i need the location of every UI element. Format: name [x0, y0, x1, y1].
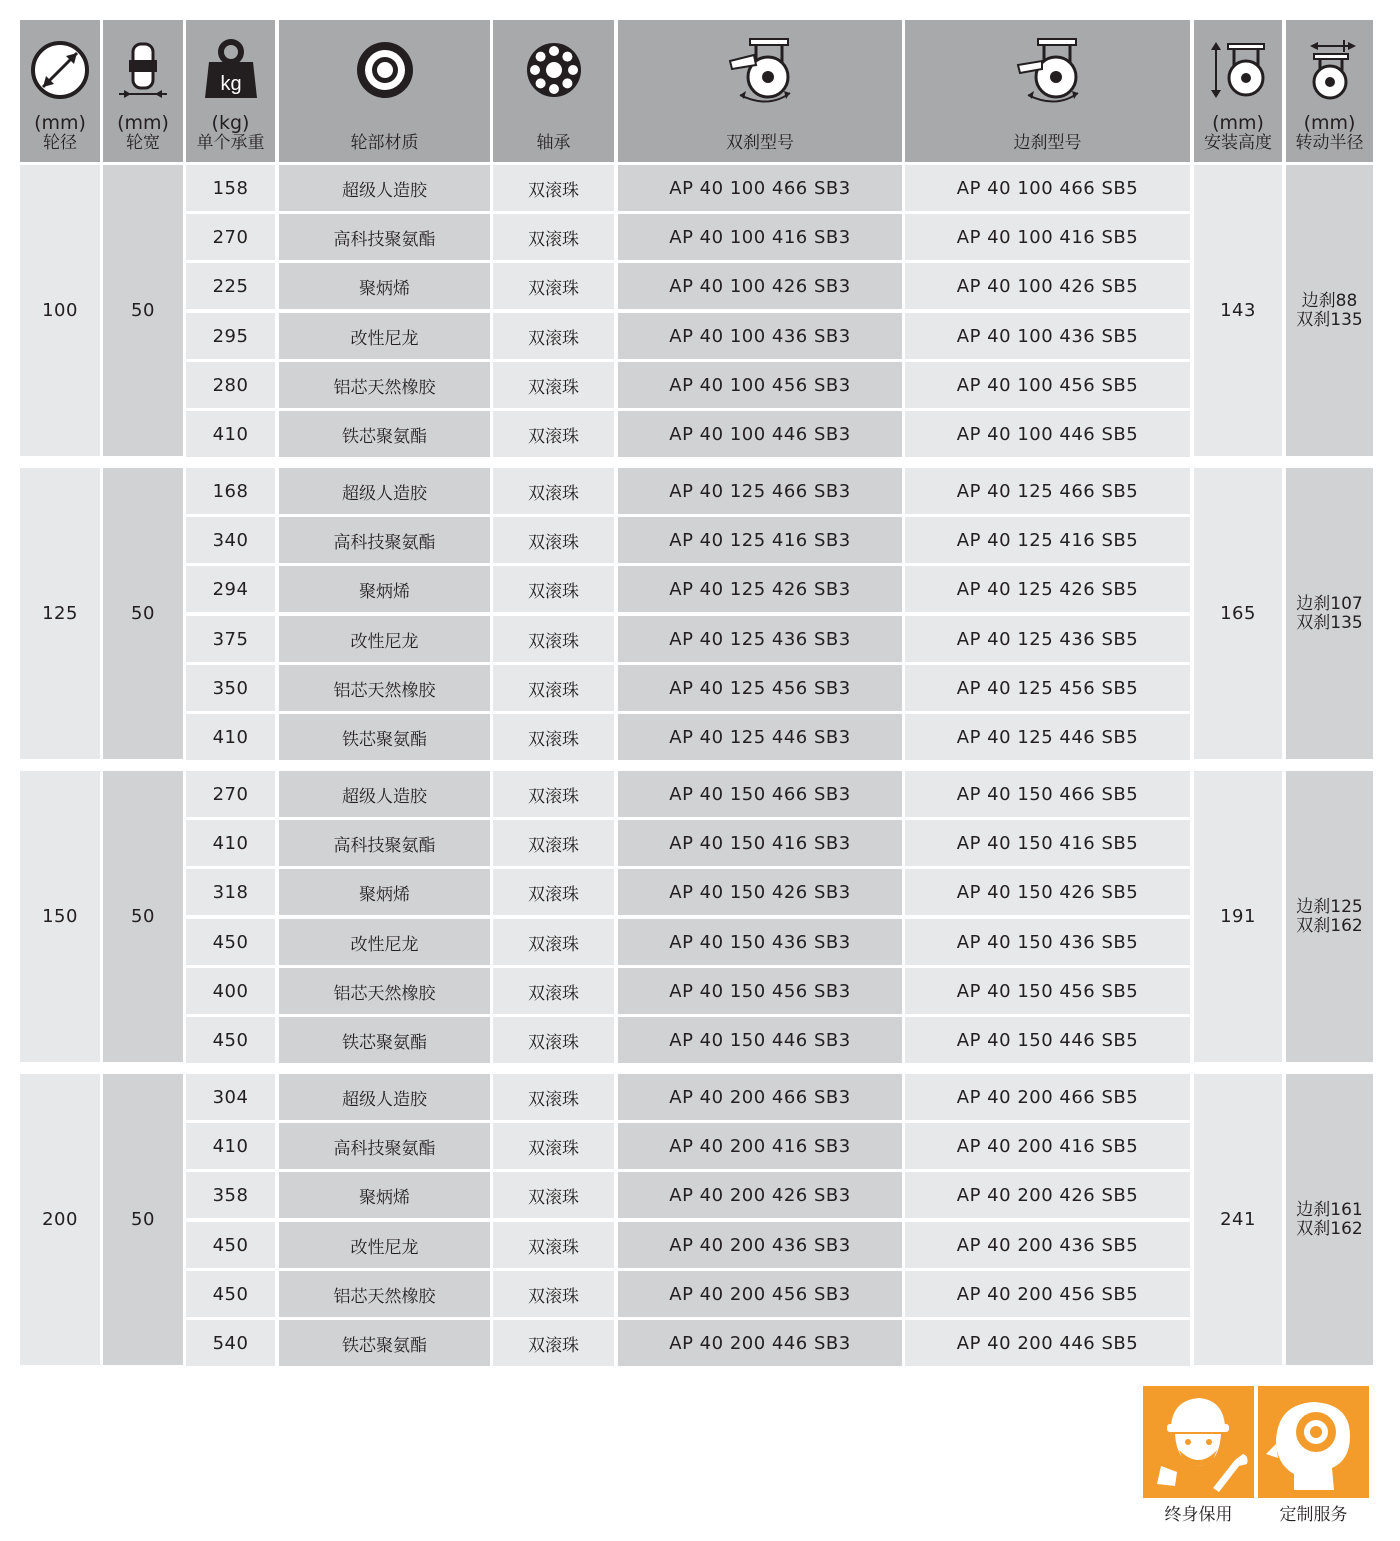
- double-brake-model-cell: AP 40 100 426 SB3: [618, 263, 902, 309]
- load-cell: 410: [186, 820, 275, 866]
- double-brake-model-cell: AP 40 150 436 SB3: [618, 919, 902, 965]
- header-double-brake: 双刹型号: [618, 20, 902, 162]
- double-brake-model-cell: AP 40 100 466 SB3: [618, 165, 902, 211]
- swivel-radius-cell: [1286, 468, 1373, 759]
- header-side-brake: 边刹型号: [905, 20, 1190, 162]
- header-swivel-radius: (mm) 转动半径: [1286, 20, 1373, 162]
- wheel-diameter-cell: 100: [20, 165, 100, 456]
- side-brake-model-cell: AP 40 100 436 SB5: [905, 313, 1190, 359]
- double-brake-model-cell: AP 40 200 436 SB3: [618, 1222, 902, 1268]
- mount-height-icon: [1206, 24, 1270, 116]
- side-brake-model-cell: AP 40 200 466 SB5: [905, 1074, 1190, 1120]
- material-cell: 高科技聚氨酯: [279, 1123, 490, 1169]
- material-cell: 聚炳烯: [279, 566, 490, 612]
- side-brake-model-cell: AP 40 125 436 SB5: [905, 616, 1190, 662]
- bearing-cell: 双滚珠: [493, 165, 614, 211]
- double-brake-model-cell: AP 40 200 456 SB3: [618, 1271, 902, 1317]
- load-cell: 304: [186, 1074, 275, 1120]
- wheel-width-icon: [115, 24, 171, 116]
- bearing-cell: 双滚珠: [493, 820, 614, 866]
- material-cell: 铝芯天然橡胶: [279, 1271, 490, 1317]
- radius-side-brake: 边刹88: [1301, 290, 1358, 311]
- side-brake-model-cell: AP 40 125 456 SB5: [905, 665, 1190, 711]
- wheel-width-cell: 50: [103, 1074, 183, 1365]
- material-cell: 铁芯聚氨酯: [279, 1017, 490, 1063]
- load-cell: 270: [186, 771, 275, 817]
- bearing-cell: 双滚珠: [493, 517, 614, 563]
- side-brake-model-cell: AP 40 125 466 SB5: [905, 468, 1190, 514]
- swivel-radius-cell: [1286, 1074, 1373, 1365]
- load-cell: 375: [186, 616, 275, 662]
- load-cell: 450: [186, 1222, 275, 1268]
- side-brake-model-cell: AP 40 125 416 SB5: [905, 517, 1190, 563]
- header-load: kg (kg) 单个承重: [186, 20, 275, 162]
- load-cell: 340: [186, 517, 275, 563]
- material-cell: 改性尼龙: [279, 313, 490, 359]
- wheel-width-cell: 50: [103, 468, 183, 759]
- load-cell: 350: [186, 665, 275, 711]
- load-cell: 294: [186, 566, 275, 612]
- bearing-cell: 双滚珠: [493, 616, 614, 662]
- double-brake-model-cell: AP 40 200 416 SB3: [618, 1123, 902, 1169]
- bearing-cell: 双滚珠: [493, 1074, 614, 1120]
- bearing-cell: 双滚珠: [493, 1320, 614, 1366]
- double-brake-model-cell: AP 40 100 416 SB3: [618, 214, 902, 260]
- side-brake-model-cell: AP 40 200 446 SB5: [905, 1320, 1190, 1366]
- load-cell: 450: [186, 1017, 275, 1063]
- radius-double-brake: 双刹135: [1296, 612, 1363, 633]
- swivel-radius-icon: [1298, 24, 1362, 116]
- side-brake-model-cell: AP 40 125 426 SB5: [905, 566, 1190, 612]
- wheel-diameter-cell: 150: [20, 771, 100, 1062]
- bearing-cell: 双滚珠: [493, 411, 614, 457]
- material-cell: 高科技聚氨酯: [279, 517, 490, 563]
- wheel-diameter-cell: 125: [20, 468, 100, 759]
- wheel-diameter-icon: [28, 24, 92, 116]
- double-brake-model-cell: AP 40 150 446 SB3: [618, 1017, 902, 1063]
- wheel-width-cell: 50: [103, 771, 183, 1062]
- material-cell: 改性尼龙: [279, 616, 490, 662]
- material-cell: 改性尼龙: [279, 1222, 490, 1268]
- load-cell: 410: [186, 714, 275, 760]
- radius-double-brake: 双刹162: [1296, 915, 1363, 936]
- load-cell: 168: [186, 468, 275, 514]
- double-brake-model-cell: AP 40 125 436 SB3: [618, 616, 902, 662]
- side-brake-model-cell: AP 40 200 426 SB5: [905, 1172, 1190, 1218]
- load-cell: 280: [186, 362, 275, 408]
- bearing-cell: 双滚珠: [493, 263, 614, 309]
- material-cell: 聚炳烯: [279, 1172, 490, 1218]
- wheel-width-cell: 50: [103, 165, 183, 456]
- material-cell: 超级人造胶: [279, 165, 490, 211]
- material-cell: 聚炳烯: [279, 263, 490, 309]
- double-brake-model-cell: AP 40 150 456 SB3: [618, 968, 902, 1014]
- bearing-cell: 双滚珠: [493, 468, 614, 514]
- radius-double-brake: 双刹135: [1296, 309, 1363, 330]
- radius-side-brake: 边刹125: [1296, 896, 1363, 917]
- side-brake-model-cell: AP 40 125 446 SB5: [905, 714, 1190, 760]
- side-brake-model-cell: AP 40 100 456 SB5: [905, 362, 1190, 408]
- side-brake-model-cell: AP 40 150 466 SB5: [905, 771, 1190, 817]
- double-brake-model-cell: AP 40 150 426 SB3: [618, 869, 902, 915]
- material-cell: 聚炳烯: [279, 869, 490, 915]
- material-cell: 铝芯天然橡胶: [279, 362, 490, 408]
- side-brake-model-cell: AP 40 150 456 SB5: [905, 968, 1190, 1014]
- material-cell: 超级人造胶: [279, 468, 490, 514]
- material-cell: 改性尼龙: [279, 919, 490, 965]
- radius-side-brake: 边刹161: [1296, 1199, 1363, 1220]
- load-cell: 358: [186, 1172, 275, 1218]
- side-brake-model-cell: AP 40 150 436 SB5: [905, 919, 1190, 965]
- bearing-cell: 双滚珠: [493, 919, 614, 965]
- double-brake-model-cell: AP 40 125 426 SB3: [618, 566, 902, 612]
- load-cell: 450: [186, 919, 275, 965]
- double-brake-model-cell: AP 40 150 466 SB3: [618, 771, 902, 817]
- material-cell: 高科技聚氨酯: [279, 820, 490, 866]
- material-cell: 铁芯聚氨酯: [279, 1320, 490, 1366]
- load-cell: 400: [186, 968, 275, 1014]
- bearing-cell: 双滚珠: [493, 771, 614, 817]
- bearing-cell: 双滚珠: [493, 968, 614, 1014]
- header-bearing: 轴承: [493, 20, 614, 162]
- double-brake-model-cell: AP 40 100 436 SB3: [618, 313, 902, 359]
- side-brake-model-cell: AP 40 100 446 SB5: [905, 411, 1190, 457]
- radius-side-brake: 边刹107: [1296, 593, 1363, 614]
- side-brake-model-cell: AP 40 200 456 SB5: [905, 1271, 1190, 1317]
- side-brake-model-cell: AP 40 150 426 SB5: [905, 869, 1190, 915]
- caster-double-brake-icon: [720, 24, 800, 116]
- weight-kg-icon: [203, 24, 259, 116]
- ball-bearing-icon: [524, 24, 584, 116]
- load-cell: 540: [186, 1320, 275, 1366]
- side-brake-model-cell: AP 40 150 446 SB5: [905, 1017, 1190, 1063]
- header-wheel-width: (mm) 轮宽: [103, 20, 183, 162]
- double-brake-model-cell: AP 40 200 466 SB3: [618, 1074, 902, 1120]
- header-material: 轮部材质: [279, 20, 490, 162]
- mount-height-cell: 191: [1194, 771, 1282, 1062]
- bearing-cell: 双滚珠: [493, 714, 614, 760]
- material-cell: 铝芯天然橡胶: [279, 968, 490, 1014]
- bearing-cell: 双滚珠: [493, 869, 614, 915]
- material-cell: 超级人造胶: [279, 1074, 490, 1120]
- bearing-cell: 双滚珠: [493, 1172, 614, 1218]
- double-brake-model-cell: AP 40 100 446 SB3: [618, 411, 902, 457]
- side-brake-model-cell: AP 40 200 416 SB5: [905, 1123, 1190, 1169]
- header-mount-height: (mm) 安装高度: [1194, 20, 1282, 162]
- header-wheel-diameter: (mm) 轮径: [20, 20, 100, 162]
- double-brake-model-cell: AP 40 100 456 SB3: [618, 362, 902, 408]
- caster-side-brake-icon: [1008, 24, 1088, 116]
- load-cell: 225: [186, 263, 275, 309]
- wheel-material-icon: [353, 24, 417, 116]
- swivel-radius-cell: [1286, 771, 1373, 1062]
- svg-text:kg: kg: [219, 73, 242, 95]
- bearing-cell: 双滚珠: [493, 1123, 614, 1169]
- side-brake-model-cell: AP 40 200 436 SB5: [905, 1222, 1190, 1268]
- badge-label-custom: 定制服务: [1279, 1505, 1348, 1525]
- material-cell: 铁芯聚氨酯: [279, 411, 490, 457]
- material-cell: 高科技聚氨酯: [279, 214, 490, 260]
- radius-double-brake: 双刹162: [1296, 1218, 1363, 1239]
- side-brake-model-cell: AP 40 100 426 SB5: [905, 263, 1190, 309]
- bearing-cell: 双滚珠: [493, 362, 614, 408]
- side-brake-model-cell: AP 40 100 416 SB5: [905, 214, 1190, 260]
- double-brake-model-cell: AP 40 200 426 SB3: [618, 1172, 902, 1218]
- bearing-cell: 双滚珠: [493, 313, 614, 359]
- side-brake-model-cell: AP 40 150 416 SB5: [905, 820, 1190, 866]
- load-cell: 410: [186, 1123, 275, 1169]
- mount-height-cell: 165: [1194, 468, 1282, 759]
- double-brake-model-cell: AP 40 200 446 SB3: [618, 1320, 902, 1366]
- bearing-cell: 双滚珠: [493, 1222, 614, 1268]
- worker-wrench-icon: [1143, 1386, 1254, 1498]
- material-cell: 铝芯天然橡胶: [279, 665, 490, 711]
- load-cell: 158: [186, 165, 275, 211]
- wheel-diameter-cell: 200: [20, 1074, 100, 1365]
- load-cell: 410: [186, 411, 275, 457]
- bearing-cell: 双滚珠: [493, 214, 614, 260]
- double-brake-model-cell: AP 40 150 416 SB3: [618, 820, 902, 866]
- badge-label-warranty: 终身保用: [1164, 1505, 1233, 1525]
- double-brake-model-cell: AP 40 125 466 SB3: [618, 468, 902, 514]
- bearing-cell: 双滚珠: [493, 665, 614, 711]
- double-brake-model-cell: AP 40 125 456 SB3: [618, 665, 902, 711]
- mount-height-cell: 241: [1194, 1074, 1282, 1365]
- side-brake-model-cell: AP 40 100 466 SB5: [905, 165, 1190, 211]
- head-gear-icon: [1258, 1386, 1369, 1498]
- service-badges: [1143, 1386, 1369, 1525]
- bearing-cell: 双滚珠: [493, 566, 614, 612]
- swivel-radius-cell: [1286, 165, 1373, 456]
- material-cell: 铁芯聚氨酯: [279, 714, 490, 760]
- load-cell: 450: [186, 1271, 275, 1317]
- double-brake-model-cell: AP 40 125 416 SB3: [618, 517, 902, 563]
- bearing-cell: 双滚珠: [493, 1017, 614, 1063]
- material-cell: 超级人造胶: [279, 771, 490, 817]
- bearing-cell: 双滚珠: [493, 1271, 614, 1317]
- load-cell: 270: [186, 214, 275, 260]
- load-cell: 318: [186, 869, 275, 915]
- load-cell: 295: [186, 313, 275, 359]
- double-brake-model-cell: AP 40 125 446 SB3: [618, 714, 902, 760]
- mount-height-cell: 143: [1194, 165, 1282, 456]
